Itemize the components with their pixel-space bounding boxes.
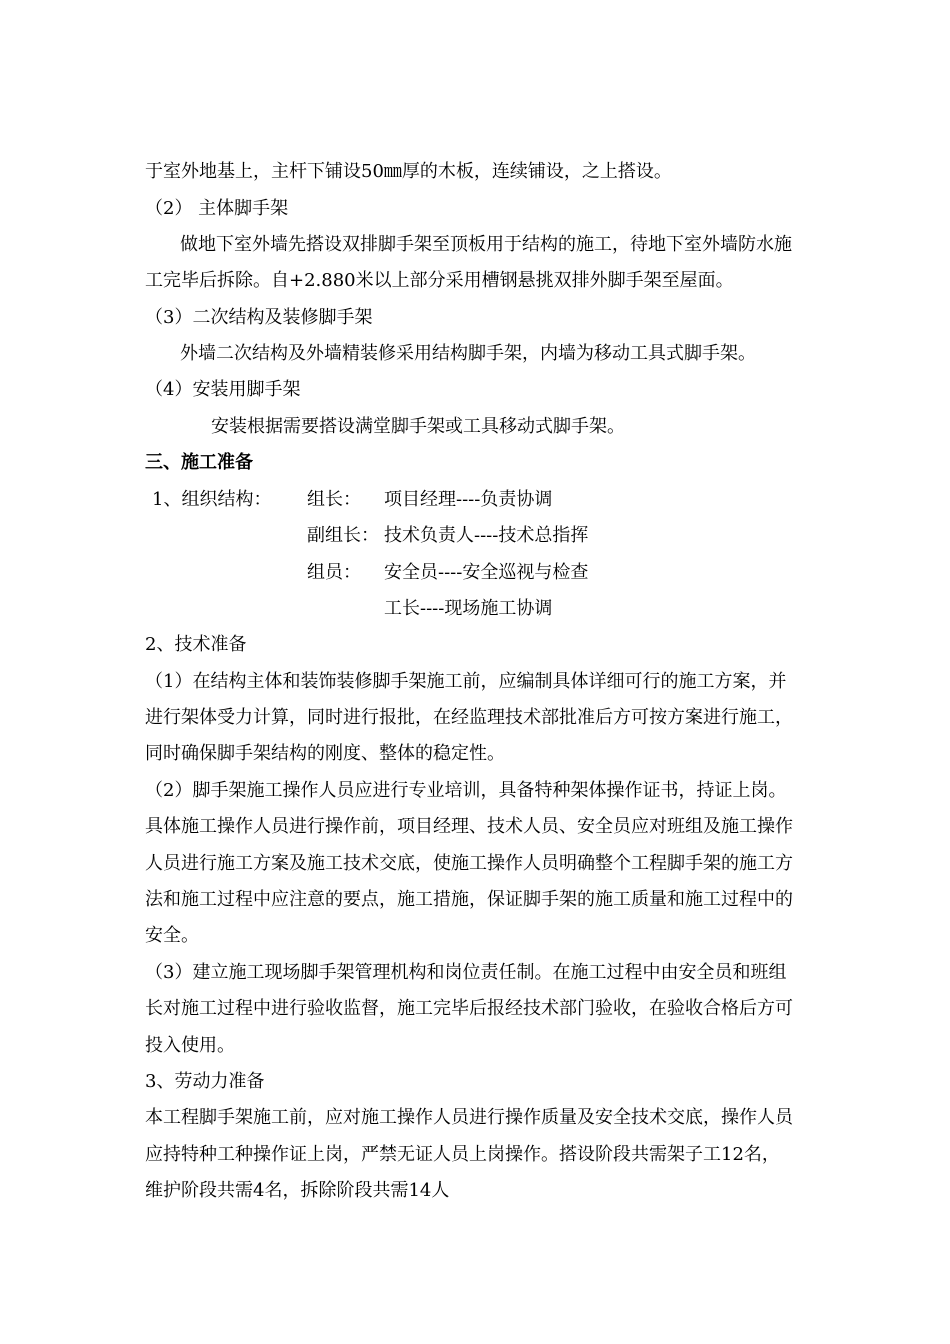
subheading: （2） 主体脚手架: [145, 198, 289, 219]
org-desc: 技术负责人----技术总指挥: [384, 525, 589, 546]
org-desc: 安全员----安全巡视与检查: [384, 562, 589, 583]
text-line: 长对施工过程中进行验收监督，施工完毕后报经技术部门验收，在验收合格后方可: [145, 998, 793, 1019]
text-line: 于室外地基上，主杆下铺设50㎜厚的木板，连续铺设，之上搭设。: [145, 161, 672, 182]
text-line: 本工程脚手架施工前，应对施工操作人员进行操作质量及安全技术交底，操作人员: [145, 1107, 793, 1128]
text-line: 法和施工过程中应注意的要点，施工措施，保证脚手架的施工质量和施工过程中的: [145, 889, 793, 910]
subheading: 2、技术准备: [145, 634, 247, 655]
section-heading: 三、施工准备: [145, 452, 253, 473]
org-desc: 项目经理----负责协调: [384, 489, 553, 510]
text-line: （3）建立施工现场脚手架管理机构和岗位责任制。在施工过程中由安全员和班组: [145, 962, 787, 983]
text-line: 具体施工操作人员进行操作前，项目经理、技术人员、安全员应对班组及施工操作: [145, 816, 793, 837]
text-line: 工完毕后拆除。自+2.880米以上部分采用槽钢悬挑双排外脚手架至屋面。: [145, 270, 734, 291]
text-line: 安装根据需要搭设满堂脚手架或工具移动式脚手架。: [211, 416, 625, 437]
org-role: 副组长：: [307, 525, 379, 546]
text-line: 做地下室外墙先搭设双排脚手架至顶板用于结构的施工，待地下室外墙防水施: [180, 234, 792, 255]
text-line: 维护阶段共需4名，拆除阶段共需14人: [145, 1180, 450, 1201]
text-line: 人员进行施工方案及施工技术交底，使施工操作人员明确整个工程脚手架的施工方: [145, 853, 793, 874]
text-line: 应持特种工种操作证上岗，严禁无证人员上岗操作。搭设阶段共需架子工12名，: [145, 1144, 780, 1165]
text-line: 进行架体受力计算，同时进行报批，在经监理技术部批准后方可按方案进行施工，: [145, 707, 793, 728]
org-role: 组长：: [307, 489, 361, 510]
org-desc: 工长----现场施工协调: [384, 598, 553, 619]
text-line: （2）脚手架施工操作人员应进行专业培训，具备特种架体操作证书，持证上岗。: [145, 780, 787, 801]
text-line: 安全。: [145, 925, 199, 946]
subheading: （3）二次结构及装修脚手架: [145, 307, 373, 328]
text-line: （1）在结构主体和装饰装修脚手架施工前，应编制具体详细可行的施工方案，并: [145, 671, 787, 692]
org-role: 组员：: [307, 562, 361, 583]
text-line: 外墙二次结构及外墙精装修采用结构脚手架，内墙为移动工具式脚手架。: [180, 343, 756, 364]
text-line: 投入使用。: [145, 1035, 235, 1056]
subheading: （4）安装用脚手架: [145, 379, 301, 400]
text-line: 同时确保脚手架结构的刚度、整体的稳定性。: [145, 743, 505, 764]
subheading: 3、劳动力准备: [145, 1071, 265, 1092]
org-label: 1、组织结构：: [152, 489, 272, 510]
